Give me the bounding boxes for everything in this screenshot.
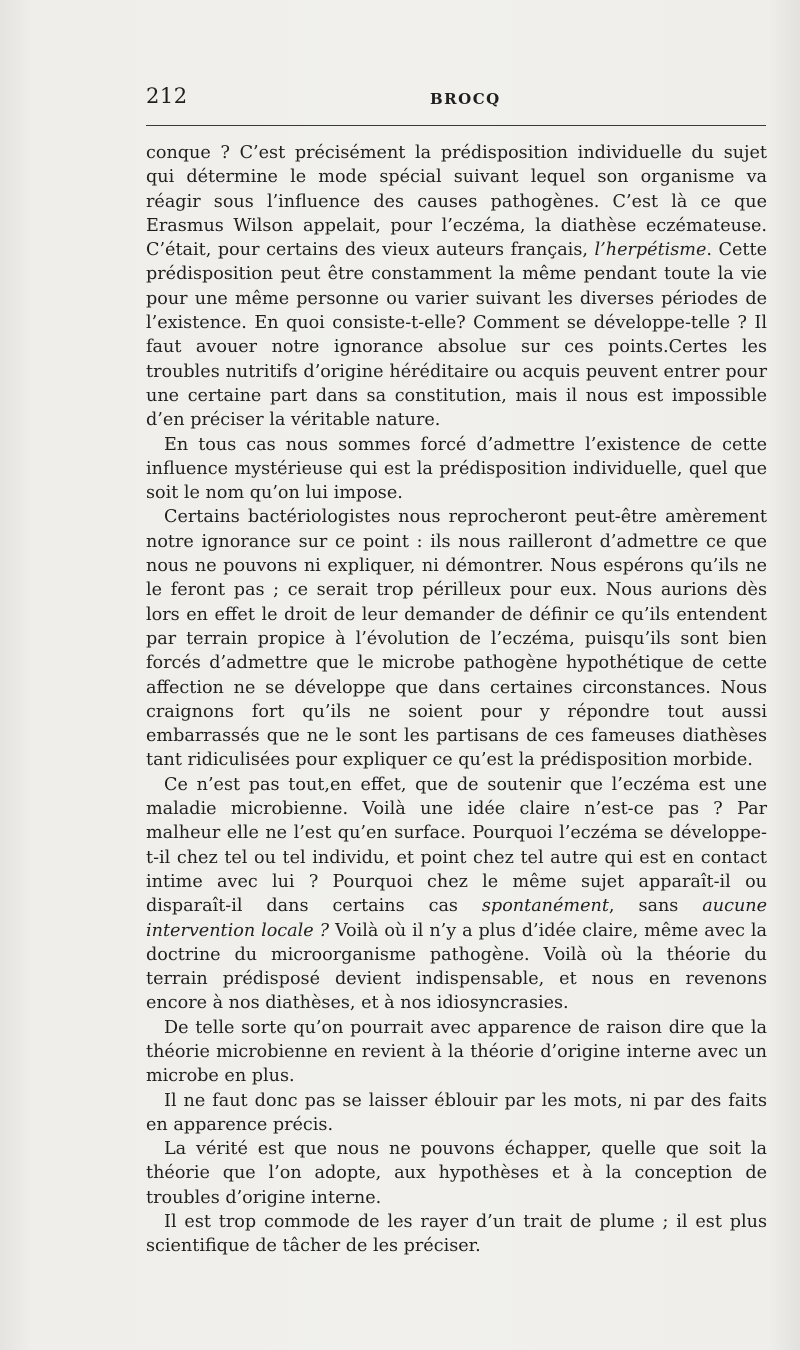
paragraph-4-term-intervention: aucune intervention locale ? (146, 896, 768, 941)
paragraph-4-term-spontanement: spontanément (481, 896, 609, 917)
paragraph-5 (146, 1016, 767, 1089)
paragraph-8-text: Il est trop commode de les rayer d’un trait de plume ; il est plus scientifique de tâcher de les préciser. (146, 1212, 767, 1257)
page-number: 212 (146, 84, 188, 108)
paragraph-6 (146, 1089, 767, 1138)
paragraph-6-text: Il ne faut donc pas se laisser éblouir par les mots, ni par des faits en apparence précis. (146, 1090, 767, 1135)
paragraph-1-part-1: conque ? C’est précisément la prédisposition individuelle du sujet qui détermine le mode spécial suivant lequel son organisme va réagir sous l’influence des causes pathogènes. C’est là ce que Erasmus Wilson appelait, pour l’eczéma, la diathèse eczémateuse. C’était, pour certains des vieux auteurs français, (146, 143, 767, 261)
page-header (146, 84, 766, 114)
paragraph-4 (146, 773, 767, 1016)
paragraph-1 (146, 141, 767, 433)
paragraph-2 (146, 433, 767, 506)
paragraph-5-text: De telle sorte qu’on pourrait avec apparence de raison dire que la théorie microbienne en revient à la théorie d’origine interne avec un microbe en plus. (146, 1017, 767, 1087)
paragraph-3-text: Certains bactériologistes nous reprocheront peut-être amèrement notre ignorance sur ce point : ils nous railleront d’admettre ce que nous ne pouvons ni expliquer, ni démontrer. Nous espérons qu’ils ne le feront pas ; ce serait trop périlleux pour eux. Nous aurions dès lors en effet le droit de leur demander de définir ce qu’ils entendent par terrain propice à l’évolution de l’eczéma, puisqu’ils sont bien forcés d’admettre que le microbe pathogène hypothétique de cette affection ne se développe que dans certaines circonstances. Nous craignons fort qu’ils ne soient pour y répondre tout aussi embarrassés que ne le sont les partisans de ces fameuses diathèses tant ridiculisées pour expliquer ce qu’est la prédisposition morbide. (146, 507, 767, 771)
paragraph-7-text: La vérité est que nous ne pouvons échapper, quelle que soit la théorie que l’on adopte, aux hypothèses et à la conception de troubles d’origine interne. (146, 1139, 767, 1208)
header-rule (146, 125, 766, 126)
paragraph-4-part-1: Ce n’est pas tout,en effet, que de soutenir que l’eczéma est une maladie microbienne. Voilà une idée claire n’est-ce pas ? Par malheur elle ne l’est qu’en surface. Pourquoi l’eczéma se développe-t-il chez tel ou tel individu, et point chez tel autre qui est en contact intime avec lui ? Pourquoi chez le même sujet apparaît-il ou disparaît-il dans certains cas (146, 774, 767, 917)
paragraph-4-part-3: , sans (608, 896, 703, 917)
paragraph-7 (146, 1137, 767, 1210)
paragraph-4-part-5: Voilà où il n’y a plus d’idée claire, même avec la doctrine du microorganisme pathogène. Voilà où la théorie du terrain prédisposé devient indispensable, et nous en revenons encore à nos diathèses, et à nos idiosyncrasies. (146, 920, 767, 1014)
paragraph-1-term-herpetisme: l’herpétisme (594, 240, 707, 261)
paragraph-3 (146, 505, 767, 772)
paragraph-1-part-3: . Cette prédisposition peut être constamment la même pendant toute la vie pour une même personne ou varier suivant les diverses périodes de l’existence. En quoi consiste-t-elle? Comment se développe-telle ? Il faut avouer notre ignorance absolue sur ces points.Certes les troubles nutritifs d’origine héréditaire ou acquis peuvent entrer pour une certaine part dans sa constitution, mais il nous est impossible d’en préciser la véritable nature. (146, 240, 767, 431)
running-title: BROCQ (430, 90, 501, 108)
paragraph-8 (146, 1210, 767, 1259)
body-text (146, 141, 767, 1259)
paragraph-2-text: En tous cas nous sommes forcé d’admettre l’existence de cette influence mystérieuse qui est la prédisposition individuelle, quel que soit le nom qu’on lui impose. (146, 434, 767, 504)
